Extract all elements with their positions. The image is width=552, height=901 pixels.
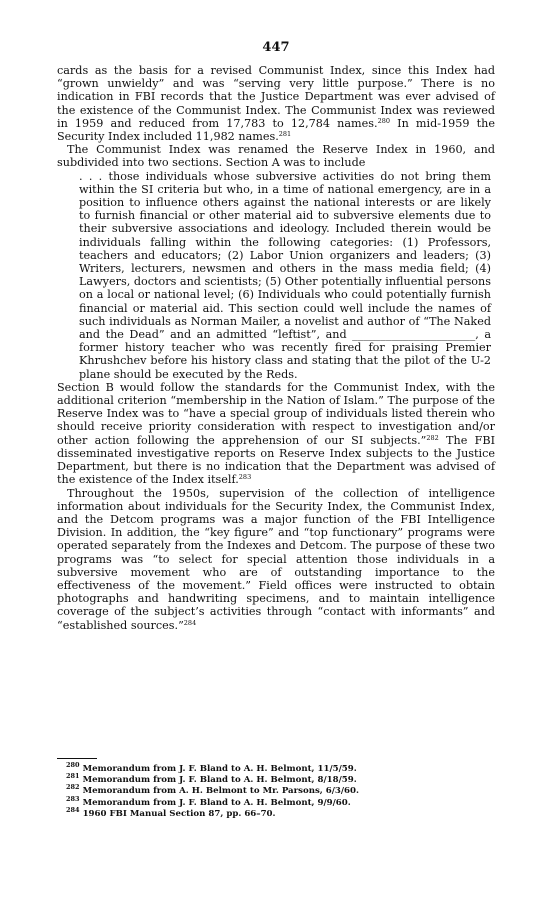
footnote-280: $^{280}$ Memorandum from J. F. Bland to A. H. Belmont, 11/5/59.	[66, 761, 357, 774]
footnote-281: $^{281}$ Memorandum from J. F. Bland to A. H. Belmont, 8/18/59.	[66, 772, 357, 786]
footnote-284: $^{284}$ 1960 FBI Manual Section 87, pp. 66–70.	[66, 805, 276, 819]
page-number: 447	[262, 40, 290, 55]
body-text	[57, 64, 495, 632]
footnote-ref-281: 281	[278, 130, 292, 139]
footnote-283: $^{283}$ Memorandum from J. F. Bland to A. H. Belmont, 9/9/60.	[66, 794, 351, 808]
footnote-divider	[57, 758, 97, 759]
block-quote-section-a: . . . those individuals whose subversive activities do not bring them within the SI criteria but who, in a time of national emergency, are in a position to influence others against the national interests or are likely to furnish financial or other material aid to subversive elements due to their subversive associations and ideology. Included therein would be individuals falling within the following categories: (1) Professors, teachers and educators; (2) Labor Union organizers and leaders; (3) Writers, lecturers, newsmen and others in the mass media field; (4) Lawyers, doctors and scientists; (5) Other potentially influential persons on a local or national level; (6) Individuals who could potentially furnish financial or material aid. This section could well include the names of such individuals as Norman Mailer, a novelist and author of “The Naked and the Dead” and an admitted “leftist”, and ______________________, a former history teacher who was recently fired for praising Premier Khrushchev before his history class and stating that the pilot of the U-2 plane should be executed by the Reds.	[79, 169, 491, 381]
footnote-ref-283: 283	[238, 473, 252, 482]
paragraph-communist-index: cards as the basis for a revised Communist Index, since this Index had “grown unwieldy” and was “serving very little purpose.” There is no indication in FBI records that the Justice Department was ever advised of the existence of the Communist Index. The Communist Index was reviewed in 1959 and reduced from 17,783 to 12,784 names.$^{280}$ In mid-1959 the Security Index included 11,982 names.$^{281}$	[57, 64, 495, 144]
footnotes	[66, 761, 486, 820]
footnote-ref-282: 282	[426, 433, 439, 442]
footnote-282: $^{282}$ Memorandum from A. H. Belmont to Mr. Parsons, 6/3/60.	[66, 783, 359, 797]
paragraph-reserve-index: The Communist Index was renamed the Reserve Index in 1960, and subdivided into two sections. Section A was to include	[57, 143, 495, 170]
paragraph-section-b: Section B would follow the standards for the Communist Index, with the additional criterion “membership in the Nation of Islam.” The purpose of the Reserve Index was to “have a special group of individuals listed therein who should receive priority consideration with respect to investigation and/or other action following the apprehension of our SI subjects.”$^{282}$ The FBI disseminated investigative reports on Reserve Index subjects to the Justice Department, but there is no indication that the Department was advised of the existence of the Index itself.$^{283}$	[57, 380, 495, 487]
paragraph-key-figure-programs: Throughout the 1950s, supervision of the collection of intelligence information about individuals for the Security Index, the Communist Index, and the Detcom programs was a major function of the FBI Intelligence Division. In addition, the “key figure” and “top functionary” programs were operated separately from the Indexes and Detcom. The purpose of these two programs was “to select for special attention those individuals in a subversive movement who are of outstanding importance to the effectiveness of the movement.” Field offices were instructed to obtain photographs and handwriting specimens, and to maintain intelligence coverage of the subject’s activities through “contact with informants” and “established sources.”$^{284}$	[57, 486, 495, 632]
footnote-ref-280: 280	[377, 116, 390, 125]
footnote-ref-284: 284	[183, 618, 197, 627]
